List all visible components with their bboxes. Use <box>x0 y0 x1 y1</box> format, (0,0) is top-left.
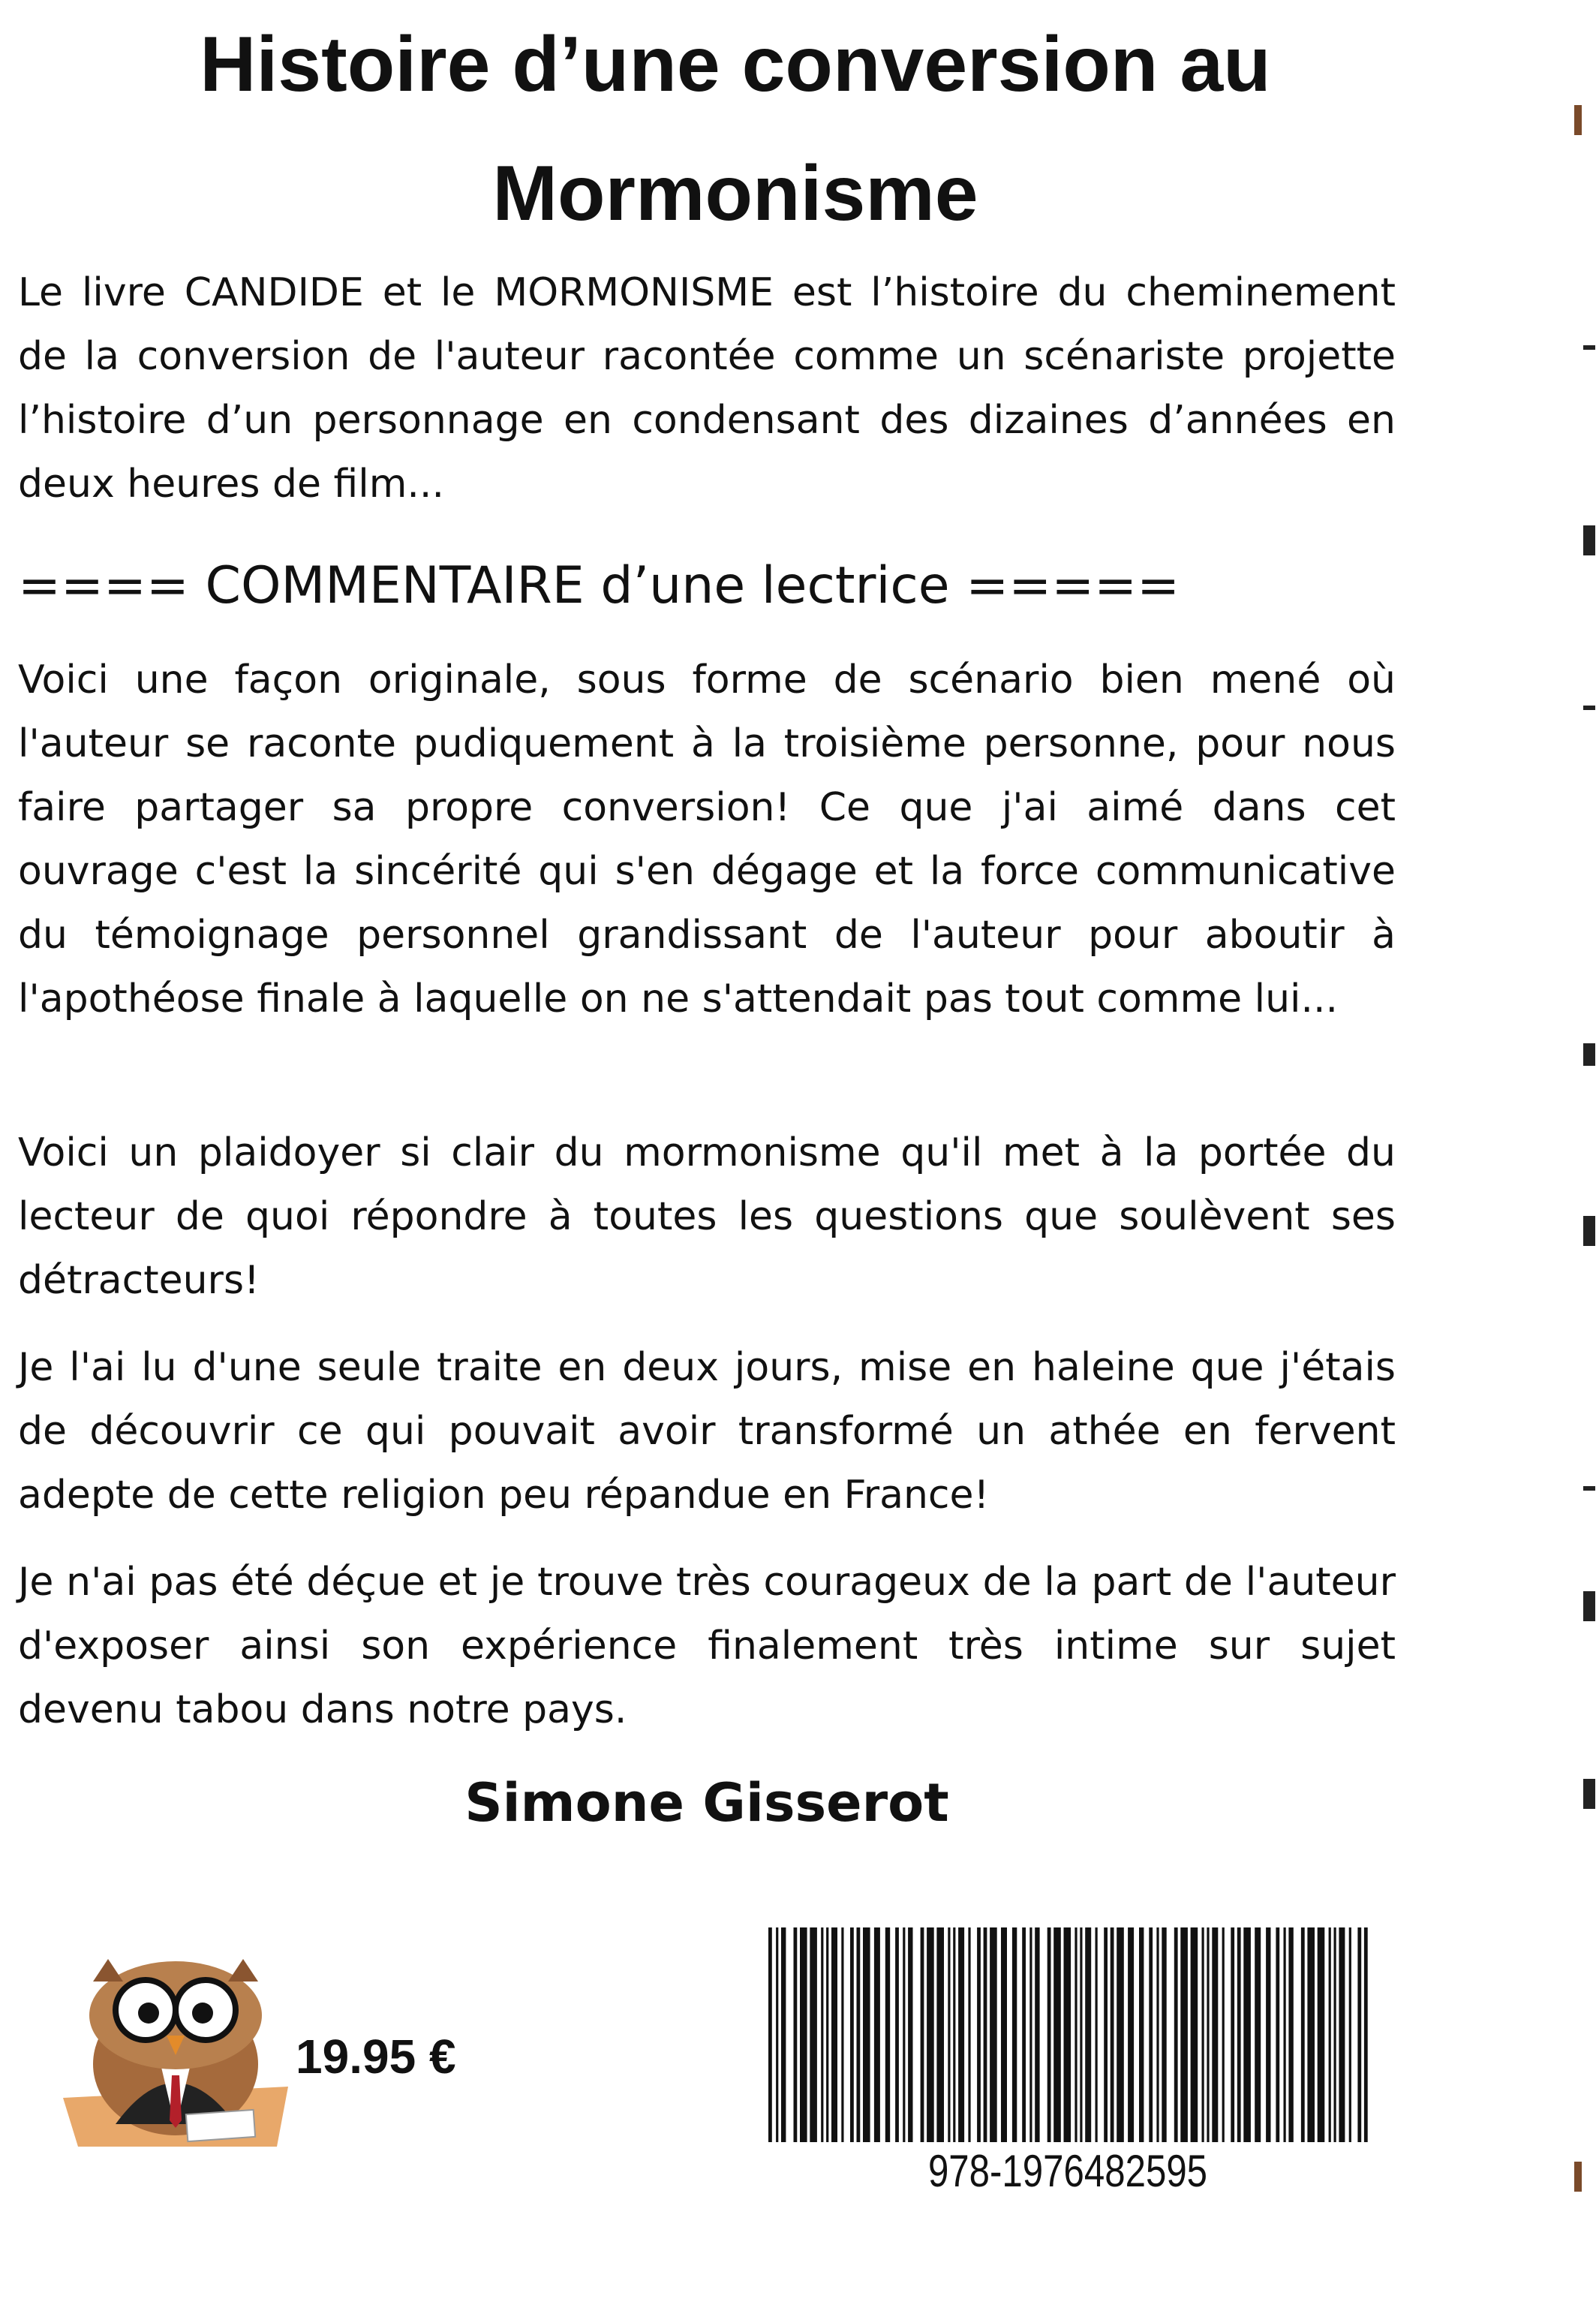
barcode-icon <box>765 1927 1370 2142</box>
review-paragraph-3: Je l'ai lu d'une seule traite en deux jours, mise en haleine que j'étais de découvrir ce qui pouvait avoir transformé un athée en fervent adepte de cette religion peu répandue en France! <box>18 1345 1396 1518</box>
comment-heading: ==== COMMENTAIRE d’une lectrice ===== <box>18 556 1180 615</box>
review-paragraph-4: Je n'ai pas été déçue et je trouve très courageux de la part de l'auteur d'exposer ainsi son expérience finalement très intime sur sujet devenu tabou dans notre pays. <box>18 1560 1396 1732</box>
review-paragraph-2: Voici un plaidoyer si clair du mormonisme qu'il met à la portée du lecteur de quoi répondre à toutes les questions que soulèvent ses détracteurs! <box>18 1130 1396 1303</box>
reviewer-signature: Simone Gisserot <box>464 1772 949 1834</box>
book-spine <box>1564 0 1596 2305</box>
book-title <box>30 0 1441 258</box>
title-line-2: Mormonisme <box>492 150 978 237</box>
isbn-number: 978-1976482595 <box>927 2146 1208 2196</box>
title-line-1: Histoire d’une conversion au <box>200 21 1271 108</box>
price-label: 19.95 € <box>296 2030 456 2084</box>
review-paragraph-1: Voici une façon originale, sous forme de scénario bien mené où l'auteur se raconte pudiquement à la troisième personne, pour nous faire partager sa propre conversion! Ce que j'ai aimé dans cet ouvrage c'est la sincérité qui s'en dégage et la force communicative du témoignage personnel grandissant de l'auteur pour aboutir à l'apothéose finale à laquelle on ne s'attendait pas tout comme lui... <box>18 657 1396 1022</box>
owl-mascot-icon <box>63 1951 288 2147</box>
intro-paragraph: Le livre CANDIDE et le MORMONISME est l’histoire du cheminement de la conversion de l'auteur racontée comme un scénariste projette l’histoire d’un personnage en condensant des dizaines d’années en deux heures de film... <box>18 270 1396 507</box>
